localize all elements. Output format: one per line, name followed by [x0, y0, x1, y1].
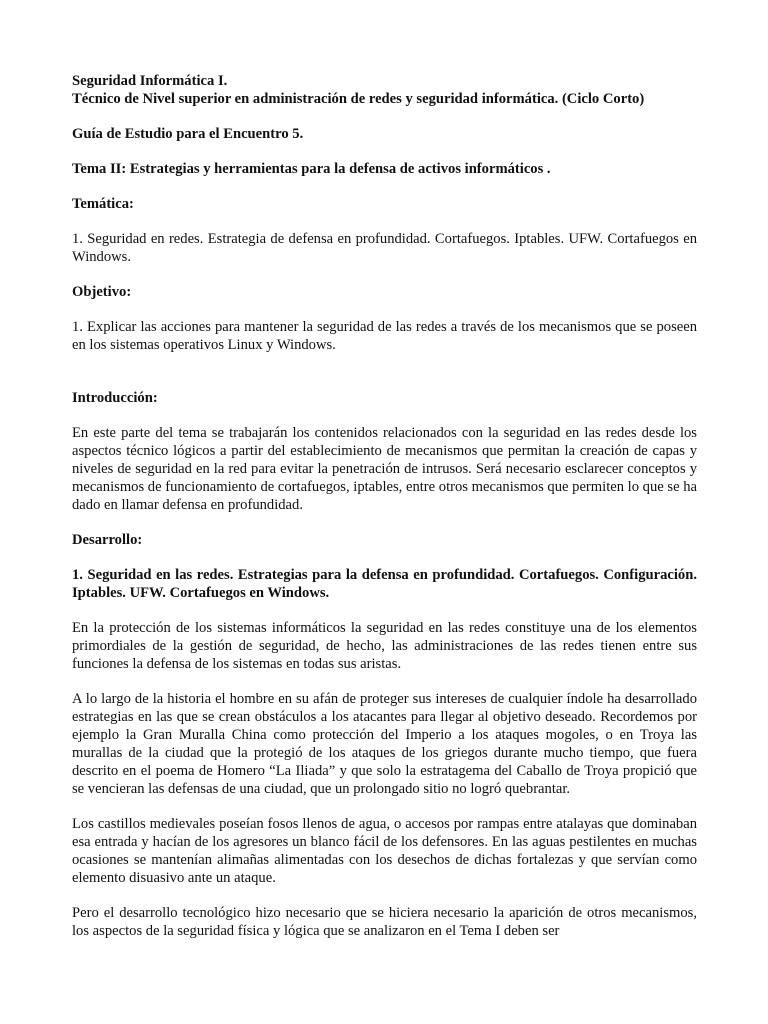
- topic-title: Tema II: Estrategias y herramientas para la defensa de activos informáticos .: [72, 161, 551, 177]
- section-title: 1. Seguridad en las redes. Estrategias para la defensa en profundidad. Cortafuegos. Configuración. Iptables. UFW. Cortafuegos en Windows.: [72, 567, 697, 601]
- introduccion-text: En este parte del tema se trabajarán los contenidos relacionados con la seguridad en las redes desde los aspectos técnico lógicos a partir del establecimiento de mecanismos que permitan la creación de capas y niveles de seguridad en la red para evitar la penetración de intrusos. Será necesario esclarecer conceptos y mecanismos de funcionamiento de cortafuegos, iptables, entre otros mecanismos que permiten lo que se ha dado en llamar defensa en profundidad.: [72, 425, 697, 513]
- body-paragraph: Pero el desarrollo tecnológico hizo necesario que se hiciera necesario la aparición de otros mecanismos, los aspectos de la seguridad física y lógica que se analizaron en el Tema I deben ser: [72, 905, 697, 939]
- program-title: Técnico de Nivel superior en administración de redes y seguridad informática. (Ciclo Corto): [72, 91, 645, 107]
- desarrollo-heading: Desarrollo:: [72, 532, 143, 548]
- objetivo-item: 1. Explicar las acciones para mantener la seguridad de las redes a través de los mecanismos que se poseen en los sistemas operativos Linux y Windows.: [72, 319, 697, 353]
- body-paragraph: A lo largo de la historia el hombre en su afán de proteger sus intereses de cualquier índole ha desarrollado estrategias en las que se crean obstáculos a los atacantes para llegar al objetivo deseado. Recordemos por ejemplo la Gran Muralla China como protección del Imperio a los ataques mogoles, o en Troya las murallas de la ciudad que la protegió de los ataques de los griegos durante mucho tiempo, que fuera descrito en el poema de Homero “La Iliada” y que solo la estratagema del Caballo de Troya propició que se vencieran las defensas de una ciudad, que un prolongado sitio no logró quebrantar.: [72, 691, 697, 797]
- tematica-item: 1. Seguridad en redes. Estrategia de defensa en profundidad. Cortafuegos. Iptables. UFW. Cortafuegos en Windows.: [72, 231, 697, 265]
- objetivo-heading: Objetivo:: [72, 284, 132, 300]
- course-title: Seguridad Informática I.: [72, 73, 228, 89]
- guide-title: Guía de Estudio para el Encuentro 5.: [72, 126, 304, 142]
- introduccion-heading: Introducción:: [72, 390, 158, 406]
- document-page: [72, 72, 697, 940]
- tematica-heading: Temática:: [72, 196, 134, 212]
- body-paragraph: En la protección de los sistemas informáticos la seguridad en las redes constituye una de los elementos primordiales de la gestión de seguridad, de hecho, las administraciones de las redes tienen entre sus funciones la defensa de los sistemas en todas sus aristas.: [72, 620, 697, 672]
- body-paragraph: Los castillos medievales poseían fosos llenos de agua, o accesos por rampas entre atalayas que dominaban esa entrada y hacían de los agresores un blanco fácil de los defensores. En las aguas pestilentes en muchas ocasiones se mantenían alimañas alimentadas con los desechos de dichas fortalezas y que servían como elemento disuasivo ante un ataque.: [72, 816, 697, 886]
